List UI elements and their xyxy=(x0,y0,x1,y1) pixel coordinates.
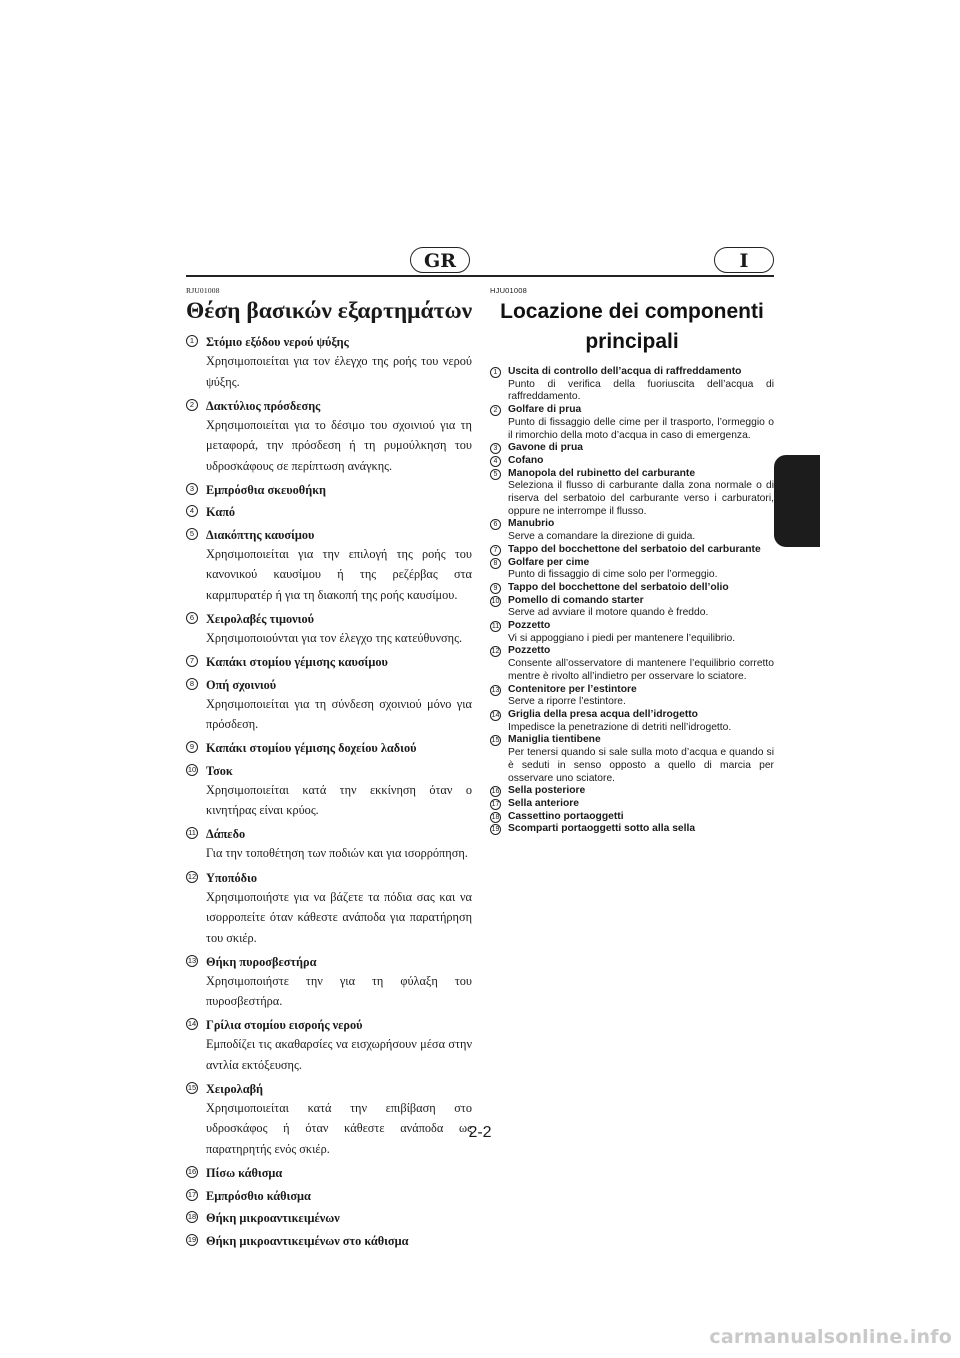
item-description: Χρησιμοποιήστε για να βάζετε τα πόδια σας και να ισορροπείτε όταν κάθεστε ανάποδα για παρατήρηση του σκιέρ. xyxy=(206,889,472,945)
language-badge-greek: GR xyxy=(410,247,470,273)
item-name: Manopola del rubinetto del carburante xyxy=(508,467,696,479)
item-number-badge: 15 xyxy=(187,1082,197,1092)
item-number-badge: 12 xyxy=(491,648,500,656)
item-description: Χρησιμοποιείται για τον έλεγχο της ροής του νερού ψύξης. xyxy=(206,354,472,389)
item-description: Impedisce la penetrazione di detriti nell’idrogetto. xyxy=(508,721,732,733)
item-description: Χρησιμοποιείται κατά την επιβίβαση στο υδροσκάφος ή όταν κάθεστε ανάποδα ως παρατηρητής ενός σκιέρ. xyxy=(206,1100,472,1156)
item-number-badge: 16 xyxy=(187,1166,197,1176)
item-name: Καπό xyxy=(206,505,236,520)
list-item xyxy=(186,1232,472,1250)
list-item xyxy=(186,825,472,864)
item-name: Uscita di controllo dell’acqua di raffreddamento xyxy=(508,366,742,377)
item-number-badge: 1 xyxy=(490,367,501,378)
item-number-badge: 6 xyxy=(490,519,501,530)
item-number-badge: 1 xyxy=(186,335,198,347)
item-number-badge: 3 xyxy=(490,443,501,454)
item-number-badge: 19 xyxy=(187,1234,197,1244)
list-item xyxy=(186,610,472,649)
list-item xyxy=(186,1164,472,1182)
item-name: Pomello di comando starter xyxy=(508,594,644,606)
list-item xyxy=(186,653,472,671)
item-name: Maniglia tientibene xyxy=(508,734,601,746)
item-number-badge: 8 xyxy=(186,678,198,690)
component-list xyxy=(186,333,472,1250)
item-number-badge: 18 xyxy=(491,813,500,821)
item-name: Griglia della presa acqua dell’idrogetto xyxy=(508,708,698,720)
item-description: Χρησιμοποιείται κατά την εκκίνηση όταν ο κινητήρας είναι κρύος. xyxy=(206,782,472,818)
item-description: Χρησιμοποιείται για την επιλογή της ροής του κανονικού καυσίμου ή της ρεζέρβας στα καρμπυρατέρ ή για τη διακοπή της ροής καυσίμου. xyxy=(206,546,472,602)
item-description: Punto di fissaggio delle cime per il trasporto, l’ormeggio o il rimorchio della moto d’acqua in caso di emergenza. xyxy=(508,416,774,441)
item-description: Consente all’osservatore di mantenere l’equilibrio corretto mentre è rivolto all’indietro per osservare lo sciatore. xyxy=(508,658,774,682)
item-number-badge: 2 xyxy=(490,405,501,416)
list-item xyxy=(186,762,472,821)
item-number-badge: 9 xyxy=(186,741,198,753)
item-description: Χρησιμοποιείται για το δέσιμο του σχοινιού για τη μεταφορά, την πρόσδεση ή τη ρυμούλκηση του υδροσκάφους σε περίπτωση ανάγκης. xyxy=(206,417,472,473)
list-item xyxy=(186,333,472,392)
item-name: Πίσω κάθισμα xyxy=(206,1165,283,1180)
item-name: Χειρολαβές τιμονιού xyxy=(206,611,315,626)
list-item xyxy=(186,869,472,949)
item-number-badge: 4 xyxy=(186,505,198,517)
list-item xyxy=(490,684,774,709)
item-number-badge: 11 xyxy=(186,827,198,839)
item-name: Tappo del bocchettone del serbatoio del carburante xyxy=(508,543,761,555)
item-description: Χρησιμοποιείται για τη σύνδεση σχοινιού μόνο για πρόσδεση. xyxy=(206,696,472,732)
list-item xyxy=(490,544,774,557)
item-name: Χειρολαβή xyxy=(206,1081,264,1096)
list-item xyxy=(186,1187,472,1205)
item-description: Vi si appoggiano i piedi per mantenere l’equilibrio. xyxy=(508,632,736,644)
item-name: Θήκη πυροσβεστήρα xyxy=(206,954,317,969)
item-description: Seleziona il flusso di carburante dalla zona normale o di riserva del serbatoio del carburante verso i carburatori, oppure ne interrompe il flusso. xyxy=(508,480,774,517)
item-name: Manubrio xyxy=(508,518,555,530)
item-name: Εμπρόσθιο κάθισμα xyxy=(206,1188,311,1203)
item-number-badge: 9 xyxy=(490,583,501,594)
item-name: Γρίλια στομίου εισροής νερού xyxy=(206,1018,363,1033)
language-badge-italian: I xyxy=(714,247,774,273)
title-line: principali xyxy=(585,330,679,353)
item-description: Για την τοποθέτηση των ποδιών και για ισορρόπηση. xyxy=(206,846,468,861)
item-number-badge: 7 xyxy=(490,545,501,556)
list-item xyxy=(490,582,774,595)
item-number-badge: 10 xyxy=(187,764,197,774)
list-item xyxy=(490,595,774,620)
item-number-badge: 10 xyxy=(491,597,500,605)
item-number-badge: 5 xyxy=(490,469,501,480)
item-name: Θήκη μικροαντικειμένων xyxy=(206,1211,340,1226)
item-description: Serve ad avviare il motore quando è freddo. xyxy=(508,607,709,619)
item-number-badge: 11 xyxy=(491,623,500,631)
item-name: Scomparti portaoggetti sotto alla sella xyxy=(508,823,696,835)
item-description: Χρησιμοποιήστε την για τη φύλαξη του πυροσβεστήρα. xyxy=(206,973,472,1009)
list-item xyxy=(186,1080,472,1160)
item-number-badge: 14 xyxy=(187,1019,197,1029)
item-name: Gavone di prua xyxy=(508,442,583,454)
component-list xyxy=(490,366,774,836)
page-title: Θέση βασικών εξαρτημάτων xyxy=(186,298,473,324)
list-item xyxy=(186,676,472,735)
item-name: Διακόπτης καυσίμου xyxy=(206,527,315,542)
list-item xyxy=(490,798,774,811)
item-number-badge: 16 xyxy=(491,788,500,796)
list-item xyxy=(186,481,472,499)
list-item xyxy=(490,823,774,836)
page-number: 2-2 xyxy=(468,1124,492,1141)
list-item xyxy=(490,734,774,785)
list-item xyxy=(186,397,472,477)
page-title xyxy=(490,297,774,357)
item-number-badge: 6 xyxy=(186,612,198,624)
list-item xyxy=(490,404,774,442)
item-number-badge: 19 xyxy=(491,826,500,834)
item-number-badge: 3 xyxy=(186,483,198,495)
chapter-side-tab xyxy=(774,455,820,547)
item-name: Καπάκι στομίου γέμισης καυσίμου xyxy=(206,655,388,670)
item-number-badge: 13 xyxy=(187,955,197,965)
item-description: Punto di fissaggio di cime solo per l’ormeggio. xyxy=(508,569,718,581)
item-number-badge: 12 xyxy=(187,871,197,881)
item-name: Tappo del bocchettone del serbatoio dell’olio xyxy=(508,581,729,593)
list-item xyxy=(490,366,774,404)
item-name: Δακτύλιος πρόσδεσης xyxy=(206,398,321,413)
list-item xyxy=(490,557,774,582)
watermark: carmanualsonline.info xyxy=(709,1326,952,1348)
list-item xyxy=(186,526,472,606)
item-name: Pozzetto xyxy=(508,645,551,657)
list-item xyxy=(490,811,774,824)
list-item xyxy=(490,442,774,455)
item-name: Εμπρόσθια σκευοθήκη xyxy=(206,482,327,497)
list-item xyxy=(490,620,774,645)
item-description: Εμποδίζει τις ακαθαρσίες να εισχωρήσουν μέσα στην αντλία εκτόξευσης. xyxy=(206,1037,472,1072)
list-item xyxy=(186,503,472,521)
section-code: RJU01008 xyxy=(186,286,220,295)
item-number-badge: 13 xyxy=(491,686,500,694)
greek-column xyxy=(186,286,472,1254)
item-number-badge: 14 xyxy=(491,711,500,719)
list-item xyxy=(490,468,774,519)
item-description: Serve a comandare la direzione di guida. xyxy=(508,531,696,543)
title-line: Locazione dei componenti xyxy=(500,300,764,323)
item-name: Υποπόδιο xyxy=(206,870,257,885)
item-name: Τσοκ xyxy=(206,763,233,778)
list-item xyxy=(490,645,774,683)
italian-column xyxy=(490,286,774,836)
item-name: Στόμιο εξόδου νερού ψύξης xyxy=(206,335,349,349)
item-name: Cofano xyxy=(508,454,544,466)
list-item xyxy=(186,1016,472,1075)
item-description: Per tenersi quando si sale sulla moto d’acqua e quando si è seduti in senso opposto a quello di marcia per osservare uno sciatore. xyxy=(508,747,774,784)
item-description: Punto di verifica della fuoriuscita dell’acqua di raffreddamento. xyxy=(508,378,774,403)
item-name: Δάπεδο xyxy=(206,827,246,842)
item-name: Sella posteriore xyxy=(508,785,586,797)
list-item xyxy=(490,709,774,734)
item-number-badge: 4 xyxy=(490,456,501,467)
item-description: Χρησιμοποιούνται για τον έλεγχο της κατεύθυνσης. xyxy=(206,630,463,645)
item-number-badge: 8 xyxy=(490,558,501,569)
item-name: Golfare di prua xyxy=(508,404,582,416)
item-name: Οπή σχοινιού xyxy=(206,677,277,692)
item-number-badge: 17 xyxy=(187,1189,197,1199)
item-name: Θήκη μικροαντικειμένων στο κάθισμα xyxy=(206,1233,409,1248)
list-item xyxy=(490,785,774,798)
item-description: Serve a riporre l’estintore. xyxy=(508,696,626,708)
item-number-badge: 5 xyxy=(186,528,198,540)
list-item xyxy=(490,455,774,468)
item-number-badge: 18 xyxy=(187,1212,197,1222)
item-name: Cassettino portaoggetti xyxy=(508,810,624,822)
list-item xyxy=(186,739,472,757)
item-name: Καπάκι στομίου γέμισης δοχείου λαδιού xyxy=(206,741,417,756)
item-name: Sella anteriore xyxy=(508,797,579,809)
item-number-badge: 17 xyxy=(491,800,500,808)
item-name: Pozzetto xyxy=(508,620,551,632)
header-rule xyxy=(186,275,774,277)
item-name: Contenitore per l’estintore xyxy=(508,683,637,695)
list-item xyxy=(490,518,774,543)
item-number-badge: 7 xyxy=(186,655,198,667)
item-number-badge: 2 xyxy=(186,399,198,411)
section-code: HJU01008 xyxy=(490,286,528,295)
list-item xyxy=(186,1209,472,1227)
list-item xyxy=(186,953,472,1012)
item-number-badge: 15 xyxy=(491,737,500,745)
item-name: Golfare per cime xyxy=(508,556,590,568)
